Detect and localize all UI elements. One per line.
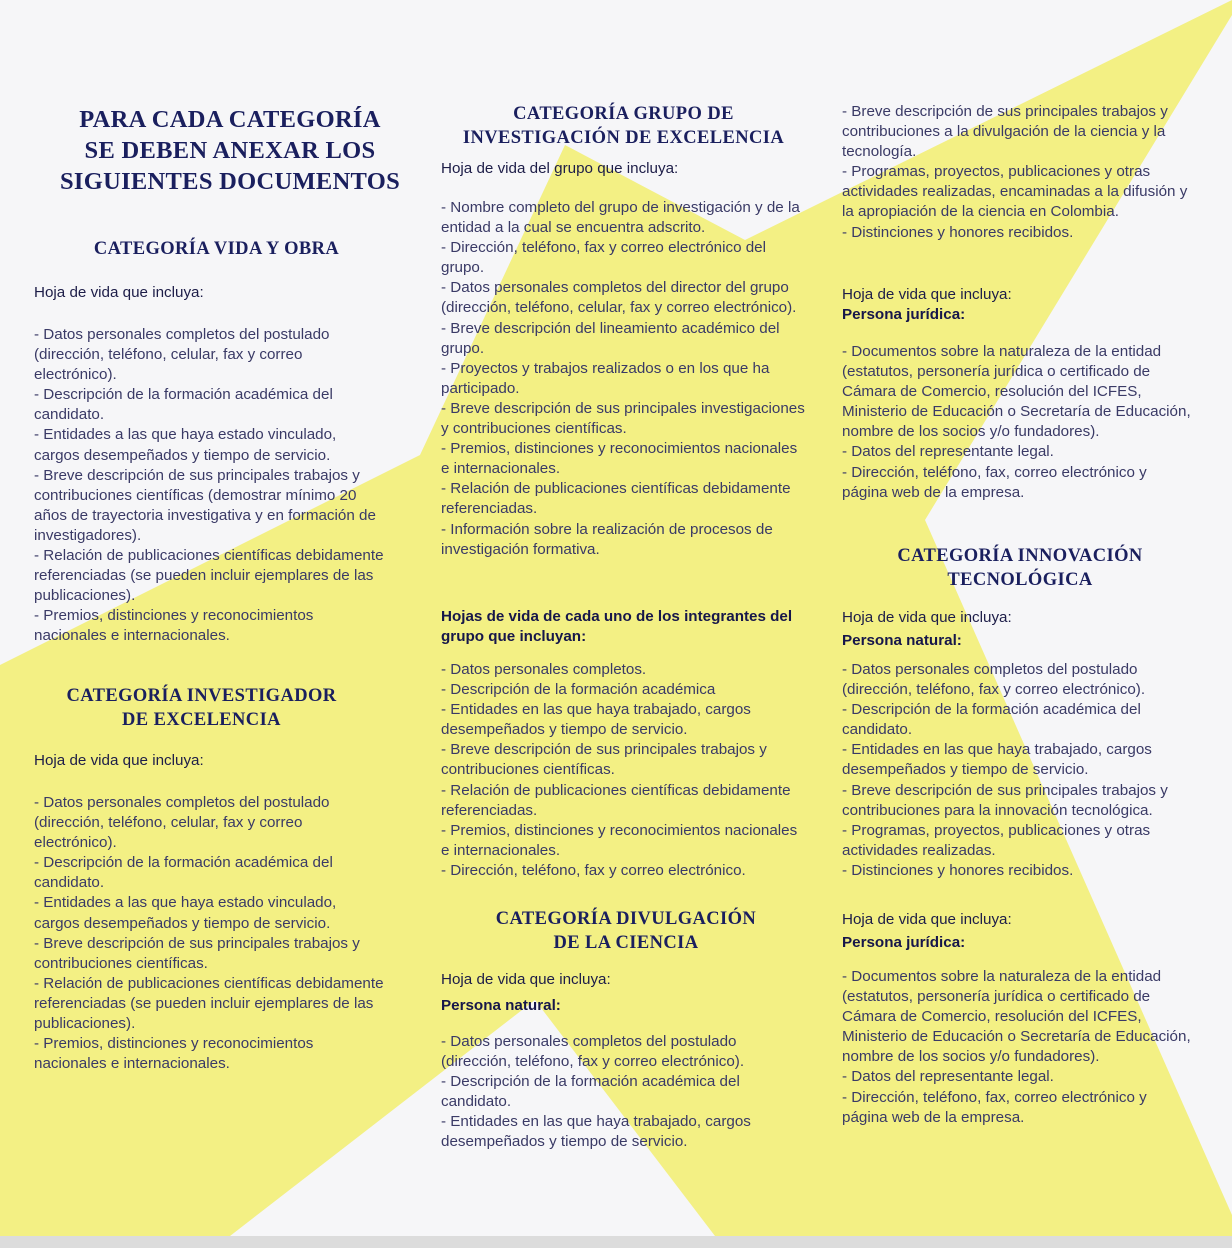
list-item: - Documentos sobre la naturaleza de la entidad (estatutos, personería jurídica o certificado de Cámara de Comercio, resolución del ICFES, Ministerio de Educación o Secretaría de Educación, nombre de los socios y/o fundadores).: [842, 343, 1191, 441]
main-title-line: PARA CADA CATEGORÍA: [79, 106, 381, 133]
list-item: - Descripción de la formación académica: [441, 681, 716, 699]
integrantes-intro: Hojas de vida de cada uno de los integrantes del grupo que incluyan:: [441, 608, 793, 645]
list-item: - Documentos sobre la naturaleza de la entidad (estatutos, personería jurídica o certificado de Cámara de Comercio, resolución del ICFES, Ministerio de Educación o Secretaría de Educación, nombre de los socios y/o fundadores).: [842, 968, 1191, 1066]
list-item: - Relación de publicaciones científicas debidamente referenciadas.: [441, 781, 791, 819]
innovacion-juridica-intro: Hoja de vida que incluya:: [842, 911, 1012, 928]
list-item: - Descripción de la formación académica del candidato.: [34, 386, 333, 424]
list-item: - Dirección, teléfono, fax y correo electrónico.: [441, 861, 746, 879]
section-title-line: INVESTIGACIÓN DE EXCELENCIA: [462, 128, 785, 148]
list-item: - Entidades a las que haya estado vinculado, cargos desempeñados y tiempo de servicio.: [34, 894, 337, 932]
list-item: - Breve descripción del lineamiento académico del grupo.: [441, 319, 780, 357]
grupo-list: [441, 198, 809, 560]
grupo-intro: Hoja de vida del grupo que incluya:: [441, 160, 679, 177]
list-item: - Datos del representante legal.: [842, 443, 1054, 461]
list-item: - Entidades en las que haya trabajado, cargos desempeñados y tiempo de servicio.: [441, 701, 751, 739]
integrantes-list: [441, 660, 809, 881]
divulgacion-juridica-subintro: Persona jurídica:: [842, 306, 966, 323]
list-item: - Nombre completo del grupo de investigación y de la entidad a la cual se encuentra adscrito.: [441, 199, 800, 237]
vida-obra-list: [34, 325, 386, 647]
list-item: - Datos personales completos del postulado (dirección, teléfono, celular, fax y correo electrónico).: [34, 326, 330, 384]
list-item: - Breve descripción de sus principales investigaciones y contribuciones científicas.: [441, 399, 805, 438]
section-title-line: TECNOLÓGICA: [947, 570, 1093, 590]
divulgacion-title: [466, 907, 786, 955]
vida-obra-title: [34, 237, 399, 261]
list-item: - Relación de publicaciones científicas debidamente referenciadas (se pueden incluir ejemplares de las publicaciones).: [34, 974, 384, 1033]
list-item: - Entidades en las que haya trabajado, cargos desempeñados y tiempo de servicio.: [441, 1113, 751, 1151]
list-item: - Premios, distinciones y reconocimientos nacionales e internacionales.: [34, 607, 314, 645]
list-item: - Proyectos y trabajos realizados o en los que ha participado.: [441, 359, 770, 397]
investigador-list: [34, 793, 386, 1074]
list-item: - Datos del representante legal.: [842, 1068, 1054, 1086]
scan-bottom-edge: [0, 1236, 1232, 1248]
divulgacion-cont-list: [842, 102, 1202, 243]
investigador-title: [34, 684, 369, 732]
divulgacion-intro: Hoja de vida que incluya:: [441, 971, 611, 988]
innovacion-juridica-list: [842, 967, 1194, 1128]
list-item: - Breve descripción de sus principales trabajos y contribuciones a la divulgación de la ciencia y la tecnología.: [842, 103, 1168, 161]
divulgacion-list: [441, 1032, 786, 1153]
list-item: - Distinciones y honores recibidos.: [842, 861, 1074, 879]
list-item: - Datos personales completos del postulado (dirección, teléfono, fax y correo electrónico).: [842, 661, 1146, 699]
list-item: - Entidades a las que haya estado vinculado, cargos desempeñados y tiempo de servicio.: [34, 426, 337, 464]
list-item: - Breve descripción de sus principales trabajos y contribuciones para la innovación tecnológica.: [842, 781, 1168, 819]
list-item: - Datos personales completos del director del grupo (dirección, teléfono, celular, fax y correo electrónico).: [441, 279, 797, 317]
list-item: - Programas, proyectos, publicaciones y otras actividades realizadas.: [842, 821, 1151, 859]
list-item: - Breve descripción de sus principales trabajos y contribuciones científicas.: [441, 741, 767, 779]
innovacion-title: [842, 544, 1198, 592]
list-item: - Datos personales completos del postulado (dirección, teléfono, fax y correo electrónico).: [441, 1033, 745, 1071]
list-item: - Descripción de la formación académica del candidato.: [842, 701, 1141, 739]
list-item: - Breve descripción de sus principales trabajos y contribuciones científicas (demostrar mínimo 20 años de trayectoria investigativa y en formación de investigadores).: [34, 466, 376, 544]
list-item: - Breve descripción de sus principales trabajos y contribuciones científicas.: [34, 934, 360, 972]
innovacion-juridica-subintro: Persona jurídica:: [842, 934, 966, 951]
list-item: - Dirección, teléfono, fax, correo electrónico y página web de la empresa.: [842, 1088, 1147, 1126]
list-item: - Programas, proyectos, publicaciones y otras actividades realizadas, encaminadas a la difusión y la apropiación de la ciencia en Colombia.: [842, 163, 1188, 221]
list-item: - Información sobre la realización de procesos de investigación formativa.: [441, 520, 773, 558]
section-title-line: DE EXCELENCIA: [122, 710, 281, 730]
main-title-line: SE DEBEN ANEXAR LOS: [84, 137, 376, 164]
divulgacion-subintro: Persona natural:: [441, 997, 561, 1014]
list-item: - Dirección, teléfono, fax, correo electrónico y página web de la empresa.: [842, 463, 1147, 501]
vida-obra-intro: Hoja de vida que incluya:: [34, 284, 204, 301]
list-item: - Datos personales completos del postulado (dirección, teléfono, celular, fax y correo electrónico).: [34, 794, 330, 852]
list-item: - Datos personales completos.: [441, 661, 647, 678]
innovacion-subintro: Persona natural:: [842, 632, 962, 649]
list-item: - Descripción de la formación académica del candidato.: [441, 1073, 740, 1111]
main-title: [34, 104, 426, 197]
innovacion-list: [842, 660, 1198, 881]
investigador-intro: Hoja de vida que incluya:: [34, 752, 204, 769]
section-title-line: CATEGORÍA DIVULGACIÓN: [495, 909, 757, 929]
main-title-line: SIGUIENTES DOCUMENTOS: [59, 168, 401, 195]
innovacion-intro: Hoja de vida que incluya:: [842, 609, 1012, 626]
divulgacion-juridica-intro: Hoja de vida que incluya:: [842, 286, 1012, 303]
section-title-line: CATEGORÍA INVESTIGADOR: [66, 686, 337, 706]
list-item: - Descripción de la formación académica del candidato.: [34, 854, 333, 892]
list-item: - Premios, distinciones y reconocimientos nacionales e internacionales.: [34, 1035, 314, 1073]
divulgacion-juridica-list: [842, 342, 1194, 503]
list-item: - Entidades en las que haya trabajado, cargos desempeñados y tiempo de servicio.: [842, 741, 1152, 779]
list-item: - Premios, distinciones y reconocimientos nacionales e internacionales.: [441, 821, 798, 859]
list-item: - Relación de publicaciones científicas debidamente referenciadas (se pueden incluir ejemplares de las publicaciones).: [34, 547, 384, 605]
section-title-line: CATEGORÍA INNOVACIÓN: [897, 546, 1143, 566]
grupo-title: [436, 102, 811, 150]
section-title-line: DE LA CIENCIA: [553, 933, 699, 953]
list-item: - Dirección, teléfono, fax y correo electrónico del grupo.: [441, 239, 766, 277]
section-title-line: CATEGORÍA GRUPO DE: [513, 104, 734, 124]
list-item: - Premios, distinciones y reconocimientos nacionales e internacionales.: [441, 440, 798, 478]
list-item: - Relación de publicaciones científicas debidamente referenciadas.: [441, 480, 791, 518]
list-item: - Distinciones y honores recibidos.: [842, 223, 1074, 241]
section-title-line: CATEGORÍA VIDA Y OBRA: [93, 239, 340, 259]
